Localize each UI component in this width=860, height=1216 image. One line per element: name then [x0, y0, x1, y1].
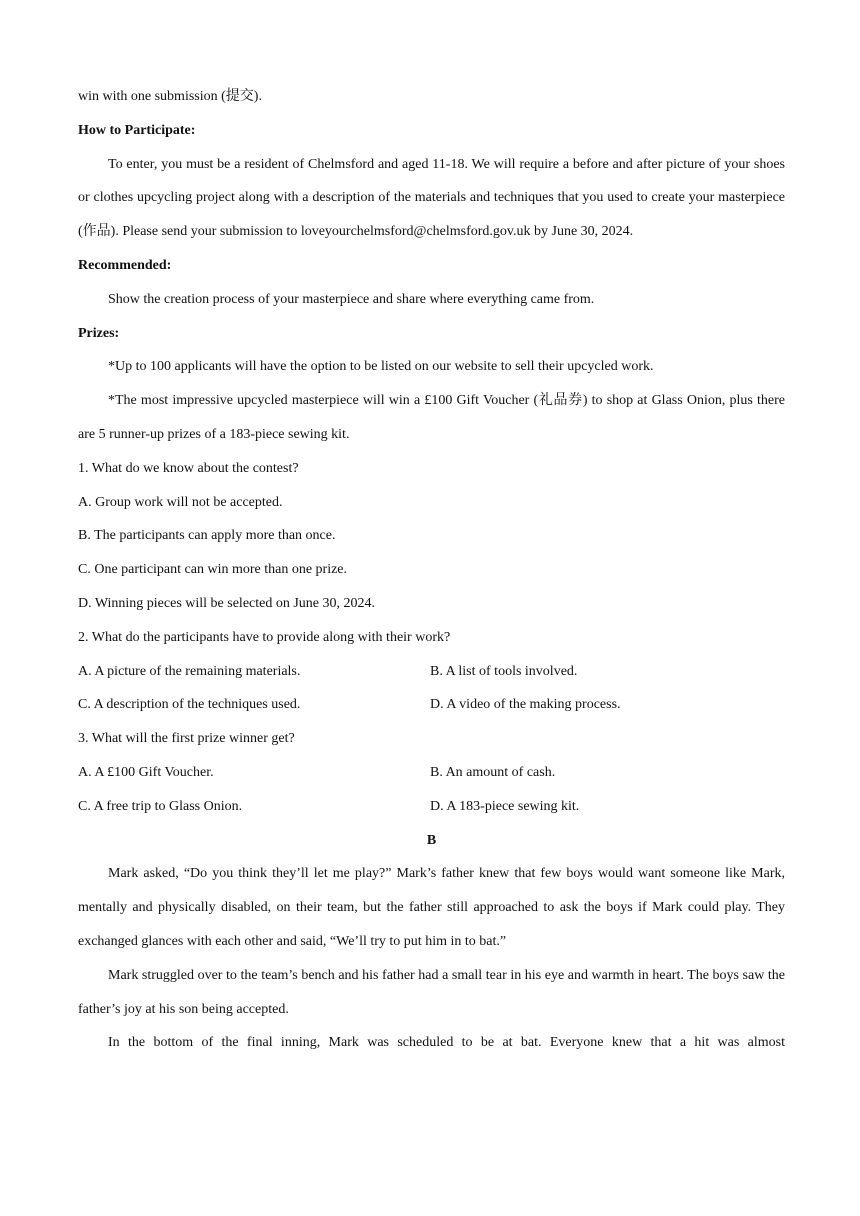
q3-option-d: D. A 183-piece sewing kit.: [430, 798, 580, 814]
how-to-text: To enter, you must be a resident of Chelmsford and aged 11-18. We will require a before and after picture of your shoes or clothes upcycling project along with a description of the materials and techniques that you used to create your masterpiece (作品). Please send your submission to loveyourchelmsford@chelmsford.gov.uk by June 30, 2024.: [78, 156, 785, 240]
q1-option-a: A. Group work will not be accepted.: [78, 494, 283, 510]
question-2: 2. What do the participants have to provide along with their work?: [78, 629, 451, 645]
section-b-title: B: [426, 832, 437, 848]
prizes-heading: Prizes:: [78, 325, 120, 341]
q3-option-a: A. A £100 Gift Voucher.: [78, 764, 214, 780]
q2-option-b: B. A list of tools involved.: [430, 663, 578, 679]
q3-options-row-2: [78, 790, 785, 824]
q2-options-row-1: [78, 655, 785, 689]
recommended-heading: Recommended:: [78, 257, 172, 273]
q2-option-d: D. A video of the making process.: [430, 697, 621, 713]
prize-item-1: *Up to 100 applicants will have the option to be listed on our website to sell their upcycled work.: [108, 359, 654, 375]
intro-tail: win with one submission (提交).: [78, 89, 262, 104]
q1-option-b: B. The participants can apply more than once.: [78, 528, 336, 544]
q2-option-a: A. A picture of the remaining materials.: [78, 663, 301, 679]
recommended-text: Show the creation process of your masterpiece and share where everything came from.: [108, 291, 595, 307]
q3-option-b: B. An amount of cash.: [430, 764, 556, 780]
question-1: 1. What do we know about the contest?: [78, 460, 299, 476]
q3-options-row-1: [78, 756, 785, 790]
how-to-heading: How to Participate:: [78, 122, 196, 138]
section-b-paragraph-2: Mark struggled over to the team’s bench and his father had a small tear in his eye and warmth in heart. The boys saw the father’s joy at his son being accepted.: [78, 967, 785, 1017]
section-b-paragraph-1: Mark asked, “Do you think they’ll let me play?” Mark’s father knew that few boys would want someone like Mark, mentally and physically disabled, on their team, but the father still approached to ask the boys if Mark could play. They exchanged glances with each other and said, “We’ll try to put him in to bat.”: [78, 866, 785, 949]
section-b-paragraph-3: In the bottom of the final inning, Mark was scheduled to be at bat. Everyone knew that a hit was almost: [108, 1035, 785, 1051]
q3-option-c: C. A free trip to Glass Onion.: [78, 798, 243, 814]
question-3: 3. What will the first prize winner get?: [78, 731, 295, 747]
q1-option-c: C. One participant can win more than one prize.: [78, 562, 348, 578]
q2-options-row-2: [78, 688, 785, 722]
prize-item-2: *The most impressive upcycled masterpiece will win a £100 Gift Voucher (礼品券) to shop at Glass Onion, plus there are 5 runner-up prizes of a 183-piece sewing kit.: [78, 393, 785, 442]
document-content: [78, 80, 785, 1060]
q2-option-c: C. A description of the techniques used.: [78, 697, 301, 713]
q1-option-d: D. Winning pieces will be selected on June 30, 2024.: [78, 595, 376, 611]
